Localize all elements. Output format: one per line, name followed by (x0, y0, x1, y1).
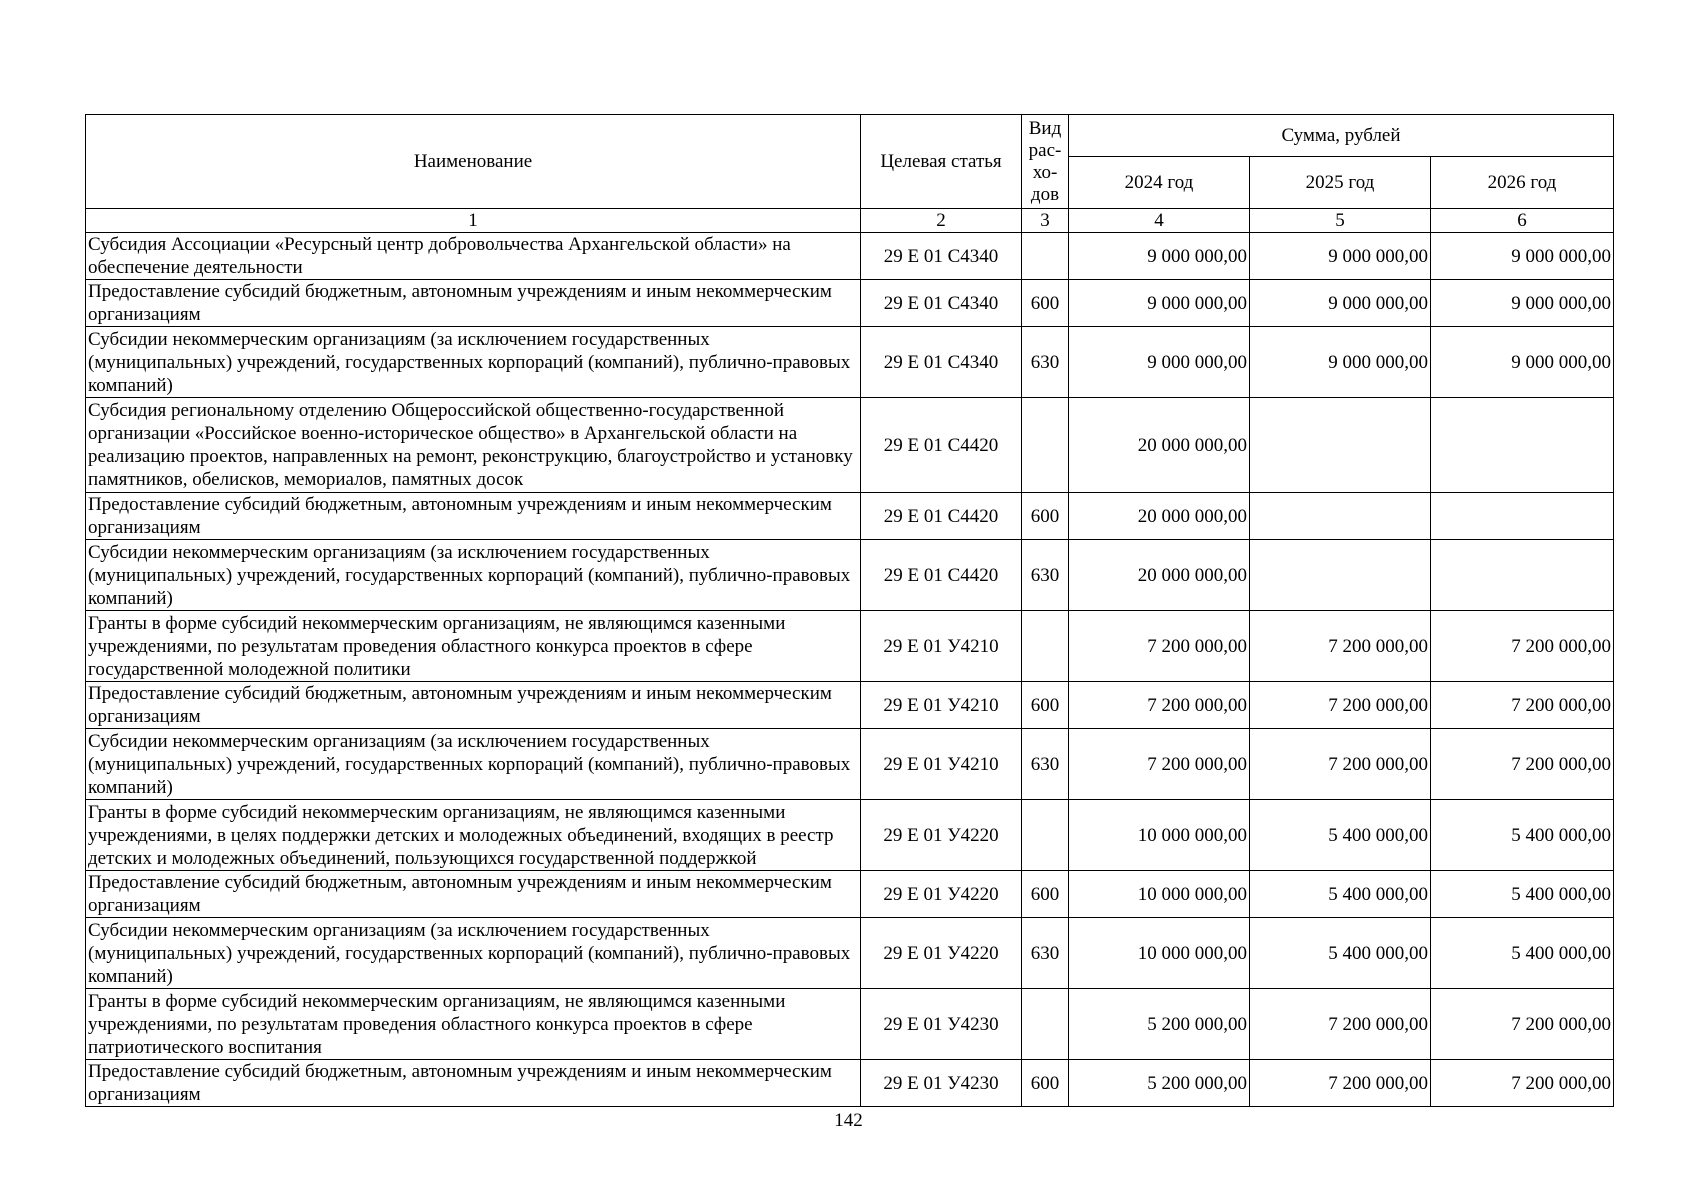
table-row (86, 611, 1614, 682)
row-amount-2025: 5 400 000,00 (1250, 871, 1431, 918)
row-target-article: 29 Е 01 С4420 (861, 540, 1022, 611)
row-amount-2024: 7 200 000,00 (1069, 611, 1250, 682)
column-number: 1 (86, 209, 861, 233)
table-row (86, 398, 1614, 493)
row-amount-2024: 7 200 000,00 (1069, 682, 1250, 729)
row-amount-2026: 5 400 000,00 (1431, 918, 1614, 989)
row-target-article: 29 Е 01 С4420 (861, 398, 1022, 493)
row-amount-2024: 20 000 000,00 (1069, 398, 1250, 493)
row-amount-2025: 5 400 000,00 (1250, 918, 1431, 989)
table-row (86, 493, 1614, 540)
table-row (86, 327, 1614, 398)
row-name: Субсидии некоммерческим организациям (за исключением государственных (муниципальных) учреждений, государственных корпораций (компаний), публично-правовых компаний) (86, 327, 861, 398)
row-amount-2026 (1431, 398, 1614, 493)
row-target-article: 29 Е 01 У4220 (861, 918, 1022, 989)
row-amount-2025: 7 200 000,00 (1250, 989, 1431, 1060)
row-target-article: 29 Е 01 У4230 (861, 989, 1022, 1060)
row-amount-2026: 5 400 000,00 (1431, 871, 1614, 918)
row-target-article: 29 Е 01 У4230 (861, 1060, 1022, 1107)
row-amount-2026: 9 000 000,00 (1431, 233, 1614, 280)
row-expense-type (1022, 611, 1069, 682)
row-target-article: 29 Е 01 У4210 (861, 682, 1022, 729)
row-name: Субсидия региональному отделению Общероссийской общественно-государственной организации «Российское военно-историческое общество» в Архангельской области на реализацию проектов, направленных на ремонт, реконструкцию, благоустройство и установку памятников, обелисков, мемориалов, памятных досок (86, 398, 861, 493)
header-year-2025: 2025 год (1250, 157, 1431, 209)
row-target-article: 29 Е 01 С4340 (861, 280, 1022, 327)
row-name: Предоставление субсидий бюджетным, автономным учреждениям и иным некоммерческим организациям (86, 493, 861, 540)
row-amount-2025: 7 200 000,00 (1250, 729, 1431, 800)
row-expense-type (1022, 989, 1069, 1060)
row-name: Гранты в форме субсидий некоммерческим организациям, не являющимся казенными учреждениями, по результатам проведения областного конкурса проектов в сфере патриотического воспитания (86, 989, 861, 1060)
row-target-article: 29 Е 01 С4420 (861, 493, 1022, 540)
row-amount-2026: 7 200 000,00 (1431, 1060, 1614, 1107)
header-name: Наименование (86, 115, 861, 209)
table-row (86, 1060, 1614, 1107)
row-expense-type: 600 (1022, 493, 1069, 540)
row-name: Предоставление субсидий бюджетным, автономным учреждениям и иным некоммерческим организациям (86, 280, 861, 327)
table-body (86, 233, 1614, 1107)
row-amount-2026 (1431, 540, 1614, 611)
row-expense-type (1022, 398, 1069, 493)
row-name: Гранты в форме субсидий некоммерческим организациям, не являющимся казенными учреждениями, по результатам проведения областного конкурса проектов в сфере государственной молодежной политики (86, 611, 861, 682)
row-expense-type: 630 (1022, 540, 1069, 611)
row-expense-type: 630 (1022, 729, 1069, 800)
row-target-article: 29 Е 01 С4340 (861, 327, 1022, 398)
page-number: 142 (834, 1110, 863, 1131)
row-amount-2024: 7 200 000,00 (1069, 729, 1250, 800)
header-target-article: Целевая статья (861, 115, 1022, 209)
row-amount-2026: 7 200 000,00 (1431, 729, 1614, 800)
row-amount-2025: 9 000 000,00 (1250, 280, 1431, 327)
table-row (86, 540, 1614, 611)
row-amount-2026 (1431, 493, 1614, 540)
table-row (86, 800, 1614, 871)
row-target-article: 29 Е 01 С4340 (861, 233, 1022, 280)
row-target-article: 29 Е 01 У4220 (861, 871, 1022, 918)
row-amount-2026: 5 400 000,00 (1431, 800, 1614, 871)
row-name: Субсидии некоммерческим организациям (за исключением государственных (муниципальных) учреждений, государственных корпораций (компаний), публично-правовых компаний) (86, 729, 861, 800)
row-expense-type: 630 (1022, 918, 1069, 989)
row-expense-type (1022, 233, 1069, 280)
row-amount-2024: 10 000 000,00 (1069, 800, 1250, 871)
row-amount-2025: 9 000 000,00 (1250, 327, 1431, 398)
row-amount-2026: 9 000 000,00 (1431, 280, 1614, 327)
row-amount-2024: 10 000 000,00 (1069, 918, 1250, 989)
row-name: Предоставление субсидий бюджетным, автономным учреждениям и иным некоммерческим организациям (86, 871, 861, 918)
row-expense-type: 630 (1022, 327, 1069, 398)
row-amount-2024: 9 000 000,00 (1069, 233, 1250, 280)
row-amount-2024: 10 000 000,00 (1069, 871, 1250, 918)
row-amount-2026: 7 200 000,00 (1431, 682, 1614, 729)
row-name: Предоставление субсидий бюджетным, автономным учреждениям и иным некоммерческим организациям (86, 682, 861, 729)
row-name: Субсидии некоммерческим организациям (за исключением государственных (муниципальных) учреждений, государственных корпораций (компаний), публично-правовых компаний) (86, 918, 861, 989)
row-target-article: 29 Е 01 У4210 (861, 729, 1022, 800)
budget-table (85, 114, 1614, 1107)
row-name: Гранты в форме субсидий некоммерческим организациям, не являющимся казенными учреждениями, в целях поддержки детских и молодежных объединений, входящих в реестр детских и молодежных объединений, пользующихся государственной поддержкой (86, 800, 861, 871)
row-amount-2025: 7 200 000,00 (1250, 1060, 1431, 1107)
table-row (86, 871, 1614, 918)
row-target-article: 29 Е 01 У4210 (861, 611, 1022, 682)
table-row (86, 989, 1614, 1060)
table-row (86, 280, 1614, 327)
row-expense-type: 600 (1022, 871, 1069, 918)
table-row (86, 918, 1614, 989)
row-expense-type: 600 (1022, 1060, 1069, 1107)
row-expense-type: 600 (1022, 682, 1069, 729)
header-year-2024: 2024 год (1069, 157, 1250, 209)
row-amount-2024: 5 200 000,00 (1069, 1060, 1250, 1107)
header-expense-type: Вид рас-хо-дов (1022, 115, 1069, 209)
row-target-article: 29 Е 01 У4220 (861, 800, 1022, 871)
table-row (86, 233, 1614, 280)
row-name: Субсидии некоммерческим организациям (за исключением государственных (муниципальных) учреждений, государственных корпораций (компаний), публично-правовых компаний) (86, 540, 861, 611)
column-number: 2 (861, 209, 1022, 233)
row-amount-2026: 7 200 000,00 (1431, 611, 1614, 682)
row-amount-2025: 7 200 000,00 (1250, 611, 1431, 682)
column-number: 3 (1022, 209, 1069, 233)
row-amount-2024: 20 000 000,00 (1069, 493, 1250, 540)
row-amount-2025 (1250, 493, 1431, 540)
header-year-2026: 2026 год (1431, 157, 1614, 209)
row-amount-2025 (1250, 540, 1431, 611)
row-amount-2025 (1250, 398, 1431, 493)
row-amount-2025: 7 200 000,00 (1250, 682, 1431, 729)
row-amount-2025: 5 400 000,00 (1250, 800, 1431, 871)
row-amount-2025: 9 000 000,00 (1250, 233, 1431, 280)
row-expense-type (1022, 800, 1069, 871)
row-amount-2024: 20 000 000,00 (1069, 540, 1250, 611)
row-amount-2024: 5 200 000,00 (1069, 989, 1250, 1060)
column-number: 4 (1069, 209, 1250, 233)
table-row (86, 682, 1614, 729)
row-amount-2024: 9 000 000,00 (1069, 280, 1250, 327)
row-name: Предоставление субсидий бюджетным, автономным учреждениям и иным некоммерческим организациям (86, 1060, 861, 1107)
row-amount-2024: 9 000 000,00 (1069, 327, 1250, 398)
column-number: 6 (1431, 209, 1614, 233)
header-sum: Сумма, рублей (1069, 115, 1614, 157)
row-expense-type: 600 (1022, 280, 1069, 327)
row-name: Субсидия Ассоциации «Ресурсный центр добровольчества Архангельской области» на обеспечение деятельности (86, 233, 861, 280)
row-amount-2026: 7 200 000,00 (1431, 989, 1614, 1060)
row-amount-2026: 9 000 000,00 (1431, 327, 1614, 398)
column-number: 5 (1250, 209, 1431, 233)
table-row (86, 729, 1614, 800)
